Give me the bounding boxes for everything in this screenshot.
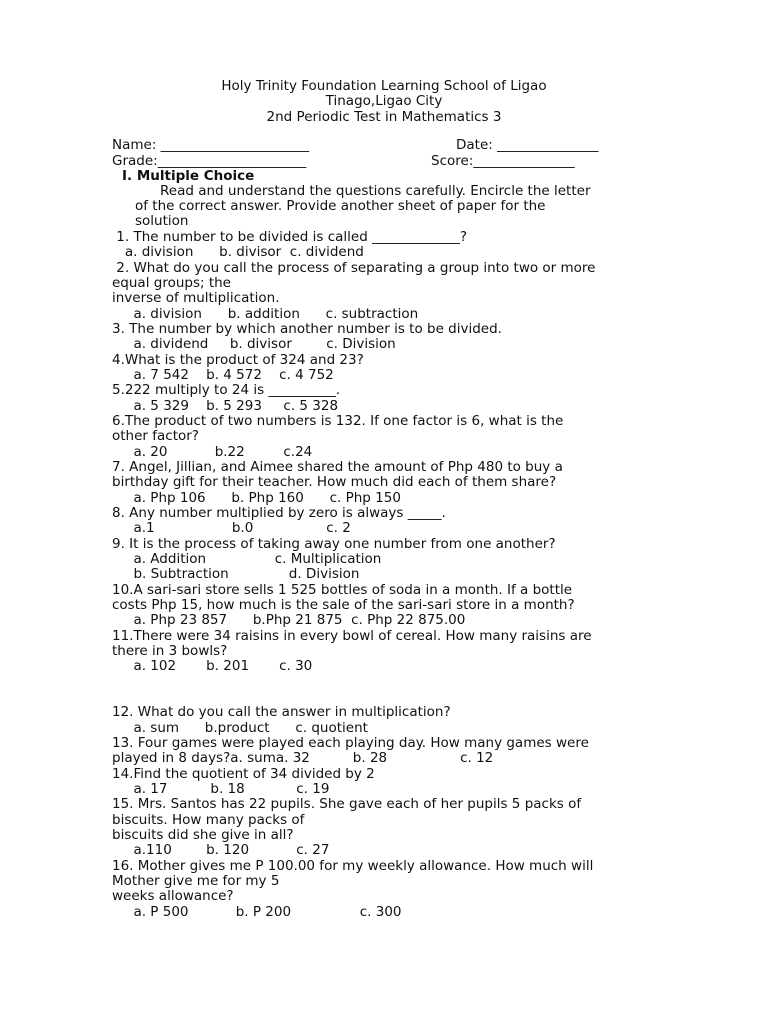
question-line: 2. What do you call the process of separating a group into two or more: [112, 259, 596, 276]
date-field: Date: _______________: [456, 137, 599, 153]
question-line: a. division b. addition c. subtraction: [112, 305, 419, 322]
question-line: a.110 b. 120 c. 27: [112, 842, 330, 859]
instruction-line: of the correct answer. Provide another sheet of paper for the: [135, 198, 546, 214]
instruction-line: Read and understand the questions carefully. Encircle the letter: [160, 183, 591, 199]
question-line: a. Php 106 b. Php 160 c. Php 150: [112, 489, 401, 506]
question-line: 8. Any number multiplied by zero is always _____.: [112, 504, 446, 521]
question-line: a. 102 b. 201 c. 30: [112, 658, 313, 675]
question-line: biscuits. How many packs of: [112, 811, 305, 828]
section-title: I. Multiple Choice: [122, 168, 255, 184]
question-line: 14.Find the quotient of 34 divided by 2: [112, 765, 375, 782]
question-line: 11.There were 34 raisins in every bowl of cereal. How many raisins are: [112, 627, 592, 644]
question-line: a. Php 23 857 b.Php 21 875 c. Php 22 875.00: [112, 612, 466, 629]
question-line: biscuits did she give in all?: [112, 826, 294, 843]
question-line: a. dividend b. divisor c. Division: [112, 336, 396, 353]
question-line: a.1 b.0 c. 2: [112, 520, 351, 537]
question-line: 10.A sari-sari store sells 1 525 bottles of soda in a month. If a bottle: [112, 581, 573, 598]
question-line: a. sum b.product c. quotient: [112, 719, 368, 736]
question-line: 4.What is the product of 324 and 23?: [112, 351, 364, 368]
question-line: a. P 500 b. P 200 c. 300: [112, 903, 402, 920]
question-line: 3. The number by which another number is to be divided.: [112, 321, 502, 337]
question-line: a. 7 542 b. 4 572 c. 4 752: [112, 367, 334, 383]
question-line: a. 20 b.22 c.24: [112, 443, 313, 460]
school-address: Tinago,Ligao City: [325, 93, 443, 109]
score-field: Score:_______________: [431, 153, 575, 169]
question-line: there in 3 bowls?: [112, 642, 228, 659]
question-line: 9. It is the process of taking away one number from one another?: [112, 535, 556, 552]
question-line: 7. Angel, Jillian, and Aimee shared the amount of Php 480 to buy a: [112, 458, 563, 475]
question-line: equal groups; the: [112, 275, 231, 291]
grade-field: Grade:______________________: [112, 153, 307, 169]
question-line: 12. What do you call the answer in multiplication?: [112, 704, 451, 721]
question-line: a. 5 329 b. 5 293 c. 5 328: [112, 397, 339, 414]
question-line: 6.The product of two numbers is 132. If one factor is 6, what is the: [112, 413, 564, 429]
question-line: other factor?: [112, 428, 199, 445]
question-line: costs Php 15, how much is the sale of the sari-sari store in a month?: [112, 596, 575, 613]
question-line: 5.222 multiply to 24 is __________.: [112, 382, 341, 399]
question-line: b. Subtraction d. Division: [112, 566, 360, 583]
question-line: weeks allowance?: [112, 888, 234, 905]
test-title: 2nd Periodic Test in Mathematics 3: [266, 109, 502, 125]
question-line: a. division b. divisor c. dividend: [112, 244, 364, 261]
question-line: birthday gift for their teacher. How much did each of them share?: [112, 474, 557, 491]
question-line: a. Addition c. Multiplication: [112, 550, 382, 567]
name-field: Name: ______________________: [112, 137, 310, 153]
question-line: Mother give me for my 5: [112, 872, 280, 889]
instruction-line: solution: [135, 213, 189, 229]
question-line: played in 8 days?a. suma. 32 b. 28 c. 12: [112, 750, 494, 767]
question-line: inverse of multiplication.: [112, 290, 280, 307]
question-line: 15. Mrs. Santos has 22 pupils. She gave each of her pupils 5 packs of: [112, 796, 582, 813]
question-line: 16. Mother gives me P 100.00 for my weekly allowance. How much will: [112, 857, 594, 874]
school-name: Holy Trinity Foundation Learning School of Ligao: [221, 78, 547, 94]
question-line: a. 17 b. 18 c. 19: [112, 780, 330, 797]
question-line: 13. Four games were played each playing day. How many games were: [112, 734, 589, 751]
question-line: 1. The number to be divided is called _____________?: [112, 229, 468, 245]
